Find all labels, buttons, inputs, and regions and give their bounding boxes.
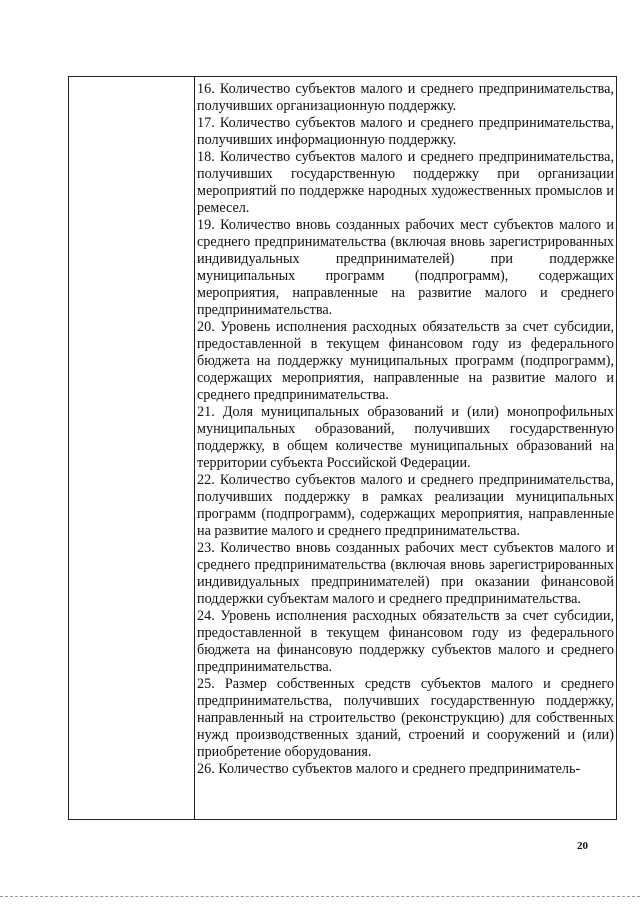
paragraph-22: 22. Количество субъектов малого и среднего предпринимательства, получивших поддержку в рамках реализации муниципальных программ (подпрограмм), содержащих мероприятия, направленные на развитие малого и среднего предпринимательства. bbox=[197, 472, 614, 539]
paragraph-24: 24. Уровень исполнения расходных обязательств за счет субсидии, предоставленной в текущем финансовом году из федерального бюджета на финансовую поддержку субъектов малого и среднего предпринимательства. bbox=[197, 608, 614, 675]
table-frame bbox=[68, 76, 617, 820]
paragraph-20: 20. Уровень исполнения расходных обязательств за счет субсидии, предоставленной в текущем финансовом году из федерального бюджета на поддержку муниципальных программ (подпрограмм), содержащих мероприятия, направленные на развитие малого и среднего предпринимательства. bbox=[197, 319, 614, 403]
column-divider bbox=[194, 77, 195, 819]
paragraph-23: 23. Количество вновь созданных рабочих мест субъектов малого и среднего предпринимательства (включая вновь зарегистрированных индивидуальных предпринимателей) при оказании финансовой поддержки субъектам малого и среднего предпринимательства. bbox=[197, 540, 614, 607]
paragraph-16: 16. Количество субъектов малого и среднего предпринимательства, получивших организационную поддержку. bbox=[197, 81, 614, 114]
paragraph-18: 18. Количество субъектов малого и среднего предпринимательства, получивших государственную поддержку при организации мероприятий по поддержке народных художественных промыслов и ремесел. bbox=[197, 149, 614, 216]
page-number: 20 bbox=[577, 840, 588, 852]
paragraph-26: 26. Количество субъектов малого и среднего предприниматель- bbox=[197, 761, 581, 777]
paragraph-19: 19. Количество вновь созданных рабочих мест субъектов малого и среднего предпринимательства (включая вновь зарегистрированных индивидуальных предпринимателей) при поддержке муниципальных программ (подпрограмм), содержащих мероприятия, направленные на развитие малого и среднего предпринимательства. bbox=[197, 217, 614, 318]
paragraph-21: 21. Доля муниципальных образований и (или) монопрофильных муниципальных образований, получивших государственную поддержку, в общем количестве муниципальных образований на территории субъекта Российской Федерации. bbox=[197, 404, 614, 471]
scan-edge-divider bbox=[0, 896, 640, 897]
indicator-text-column bbox=[197, 81, 614, 778]
paragraph-25: 25. Размер собственных средств субъектов малого и среднего предпринимательства, получивших государственную поддержку, направленный на строительство (реконструкцию) для собственных нужд производственных зданий, строений и сооружений и (или) приобретение оборудования. bbox=[197, 676, 614, 760]
paragraph-17: 17. Количество субъектов малого и среднего предпринимательства, получивших информационную поддержку. bbox=[197, 115, 614, 148]
